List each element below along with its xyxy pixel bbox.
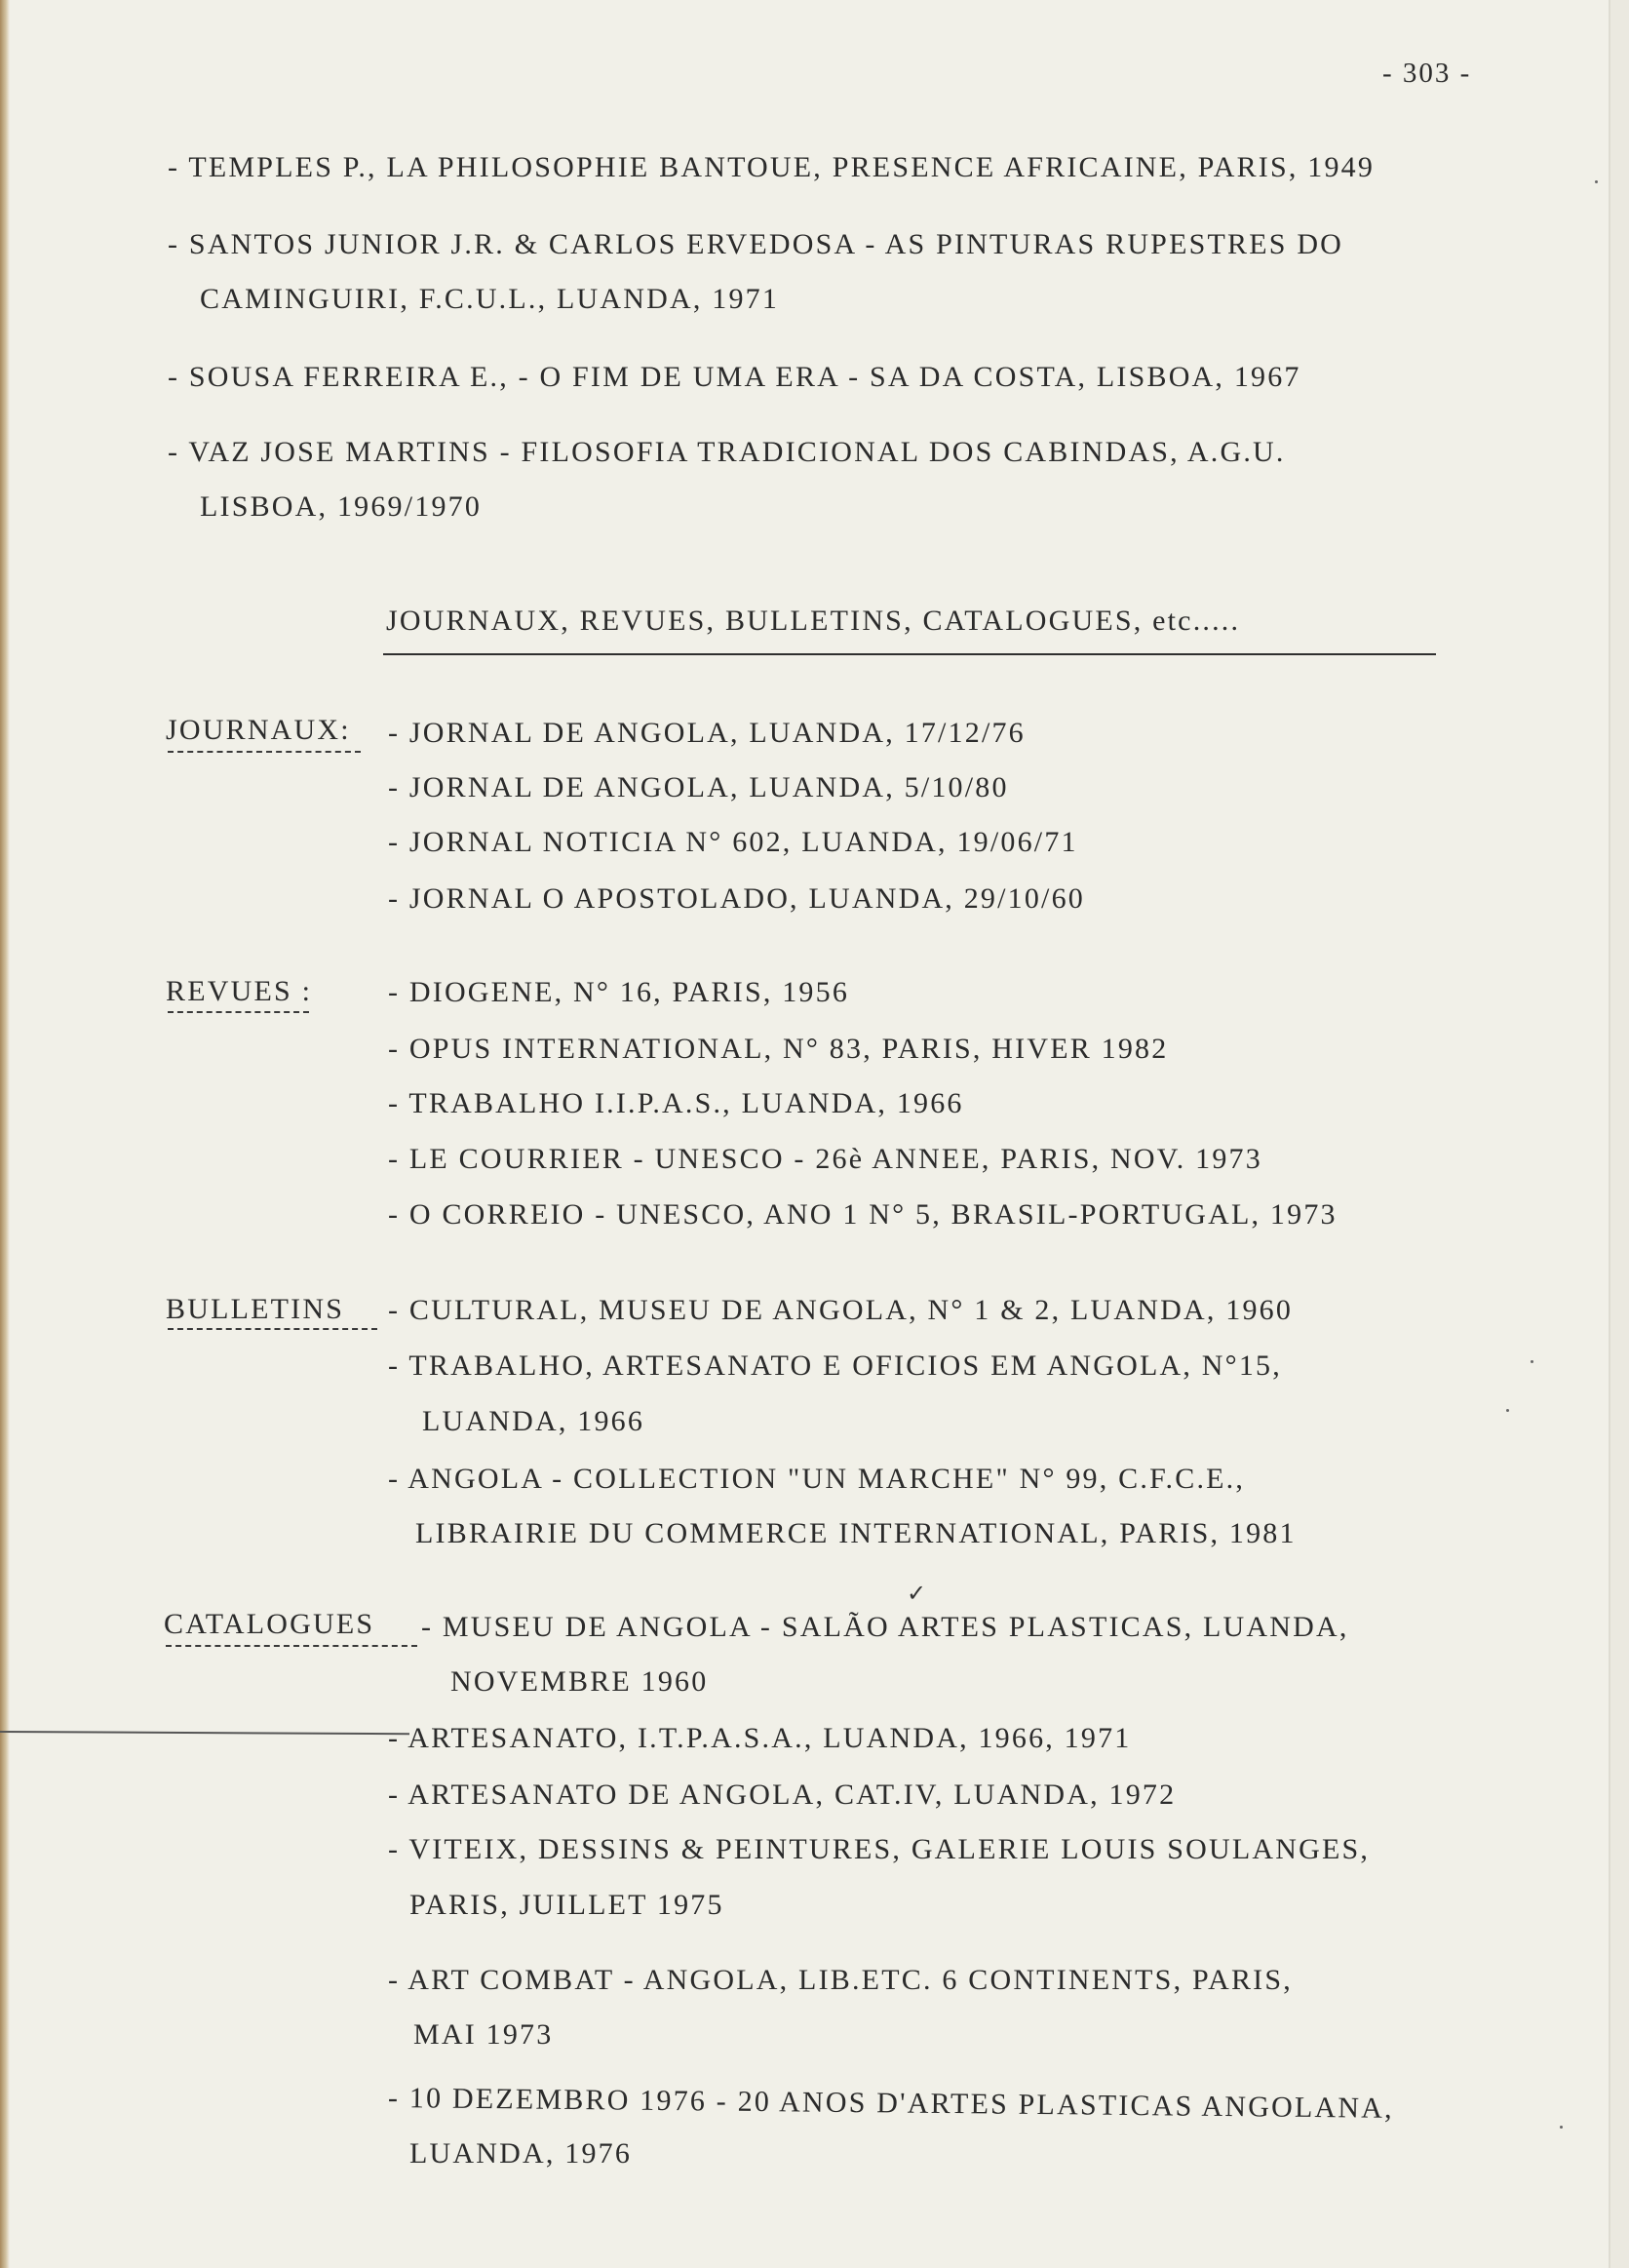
list-item: - 10 DEZEMBRO 1976 - 20 ANOS D'ARTES PLASTICAS ANGOLANA, [387,2082,1394,2125]
list-item: - DIOGENE, N° 16, PARIS, 1956 [388,976,850,1008]
paper-speck [1531,1360,1533,1363]
section-heading: JOURNAUX, REVUES, BULLETINS, CATALOGUES, etc..... [386,605,1241,637]
handwritten-tilde: ✓ [907,1582,927,1607]
list-item: - ANGOLA - COLLECTION "UN MARCHE" N° 99, C.F.C.E., [388,1463,1246,1495]
heading-rule [383,653,1436,655]
bibliography-entry: - VAZ JOSE MARTINS - FILOSOFIA TRADICIONAL DOS CABINDAS, A.G.U. [168,436,1286,468]
page-number: - 303 - [1382,58,1472,89]
bibliography-entry-continuation: LISBOA, 1969/1970 [200,490,483,523]
revues-underline [168,1011,309,1013]
list-item-continuation: LUANDA, 1966 [422,1405,645,1437]
list-item: - O CORREIO - UNESCO, ANO 1 N° 5, BRASIL-PORTUGAL, 1973 [388,1198,1338,1231]
bibliography-entry: - SANTOS JUNIOR J.R. & CARLOS ERVEDOSA - AS PINTURAS RUPESTRES DO [168,228,1344,260]
bulletins-underline [168,1328,377,1330]
list-item: - OPUS INTERNATIONAL, N° 83, PARIS, HIVER 1982 [388,1033,1169,1065]
list-item: - JORNAL DE ANGOLA, LUANDA, 17/12/76 [388,717,1026,749]
catalogues-label: CATALOGUES [164,1608,375,1640]
list-item: - ARTESANATO DE ANGOLA, CAT.IV, LUANDA, 1972 [388,1779,1177,1811]
list-item: - JORNAL O APOSTOLADO, LUANDA, 29/10/60 [388,882,1085,915]
list-item: - JORNAL DE ANGOLA, LUANDA, 5/10/80 [388,771,1009,803]
list-item: - LE COURRIER - UNESCO - 26è ANNEE, PARIS, NOV. 1973 [388,1143,1262,1175]
list-item-continuation: LUANDA, 1976 [409,2137,633,2170]
list-item: - MUSEU DE ANGOLA - SALÃO ARTES PLASTICAS, LUANDA, [421,1611,1349,1643]
revues-label: REVUES : [166,975,313,1007]
pen-stroke [0,1731,409,1735]
list-item: - ARTESANATO, I.T.P.A.S.A., LUANDA, 1966, 1971 [388,1722,1132,1754]
paper-speck [1506,1409,1509,1412]
list-item-continuation: NOVEMBRE 1960 [450,1665,709,1698]
list-item-continuation: MAI 1973 [413,2018,554,2051]
journaux-underline [168,751,361,753]
bibliography-entry: - SOUSA FERREIRA E., - O FIM DE UMA ERA - SA DA COSTA, LISBOA, 1967 [168,361,1301,393]
list-item: - CULTURAL, MUSEU DE ANGOLA, N° 1 & 2, LUANDA, 1960 [388,1294,1294,1326]
bibliography-entry-continuation: CAMINGUIRI, F.C.U.L., LUANDA, 1971 [200,283,780,315]
list-item: - JORNAL NOTICIA N° 602, LUANDA, 19/06/71 [388,826,1078,858]
list-item: - TRABALHO I.I.P.A.S., LUANDA, 1966 [388,1087,964,1119]
list-item: - ART COMBAT - ANGOLA, LIB.ETC. 6 CONTINENTS, PARIS, [388,1964,1293,1996]
bibliography-entry: - TEMPLES P., LA PHILOSOPHIE BANTOUE, PRESENCE AFRICAINE, PARIS, 1949 [168,151,1376,183]
list-item: - TRABALHO, ARTESANATO E OFICIOS EM ANGOLA, N°15, [388,1349,1282,1382]
catalogues-underline [166,1645,417,1647]
paper-speck [1560,2126,1563,2129]
paper-edge [0,0,10,2268]
list-item: - VITEIX, DESSINS & PEINTURES, GALERIE LOUIS SOULANGES, [388,1833,1371,1865]
list-item-continuation: PARIS, JUILLET 1975 [409,1889,724,1921]
paper-speck [1595,180,1598,183]
journaux-label: JOURNAUX: [166,714,351,746]
list-item-continuation: LIBRAIRIE DU COMMERCE INTERNATIONAL, PARIS, 1981 [415,1517,1297,1549]
bulletins-label: BULLETINS [166,1293,345,1325]
